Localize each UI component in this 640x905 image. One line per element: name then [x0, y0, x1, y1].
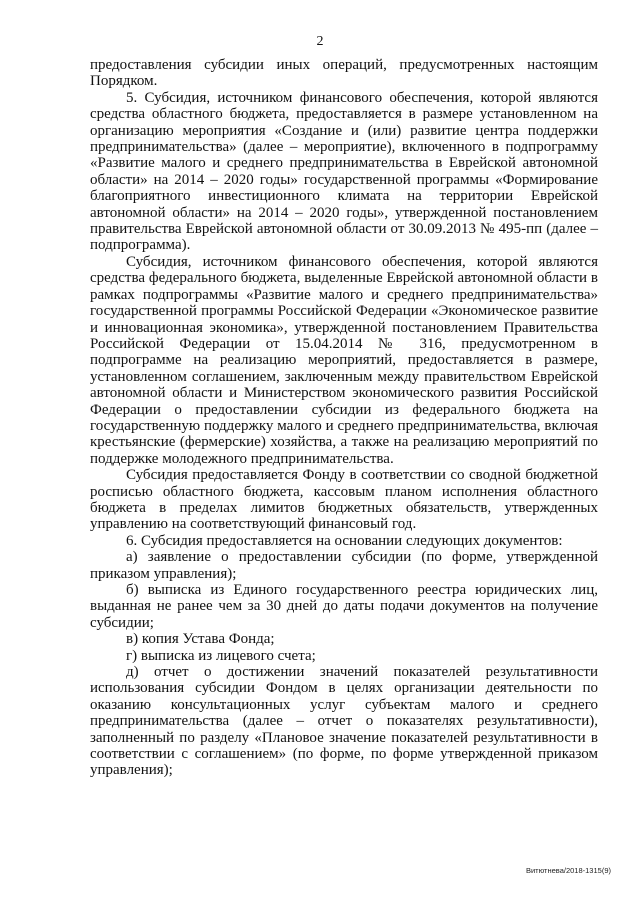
paragraph: а) заявление о предоставлении субсидии (по форме, утвержденной приказом управления);	[90, 549, 598, 582]
paragraph: 5. Субсидия, источником финансового обеспечения, которой являются средства областного бюджета, предоставляется в размере установленном на организацию мероприятия «Создание и (или) развитие центра поддержки предпринимательства» (далее – мероприятие), включенного в подпрограмму «Развитие малого и среднего предпринимательства в Еврейской автономной области» на 2014 – 2020 годы» государственной программы «Формирование благоприятного инвестиционного климата на территории Еврейской автономной области» на 2014 – 2020 годы», утвержденной постановлением правительства Еврейской автономной области от 30.09.2013 № 495-пп (далее – подпрограмма).	[90, 89, 598, 254]
paragraph: б) выписка из Единого государственного реестра юридических лиц, выданная не ранее чем за 30 дней до даты подачи документов на получение субсидии;	[90, 582, 598, 631]
paragraph: 6. Субсидия предоставляется на основании следующих документов:	[126, 532, 563, 549]
paragraph: г) выписка из лицевого счета;	[126, 647, 316, 664]
footer-signature: Витютнева/2018-1315(9)	[525, 866, 611, 875]
page-number: 2	[316, 34, 324, 49]
paragraph: предоставления субсидии иных операций, предусмотренных настоящим Порядком.	[90, 57, 598, 90]
body-text	[90, 57, 598, 779]
paragraph: Субсидия, источником финансового обеспечения, которой являются средства федерального бюджета, выделенные Еврейской автономной области в рамках подпрограммы «Развитие малого и среднего предпринимательства» государственной программы Российской Федерации «Экономическое развитие и инновационная экономика», утвержденной постановлением Правительства Российской Федерации от 15.04.2014 № 316, предусмотренном в подпрограмме на реализацию мероприятий, предоставляется в размере, установленном соглашением, заключенным между правительством Еврейской автономной области и Министерством экономического развития Российской Федерации о предоставлении субсидии из федерального бюджета на государственную поддержку малого и среднего предпринимательства, включая крестьянские (фермерские) хозяйства, а также на реализацию мероприятий по поддержке молодежного предпринимательства.	[90, 253, 598, 467]
paragraph: Субсидия предоставляется Фонду в соответствии со сводной бюджетной росписью областного бюджета, кассовым планом исполнения областного бюджета в пределах лимитов бюджетных обязательств, утвержденных управлению на соответствующий финансовый год.	[90, 467, 598, 533]
paragraph: в) копия Устава Фонда;	[126, 631, 275, 648]
paragraph: д) отчет о достижении значений показателей результативности использования субсидии Фондом в целях организации деятельности по оказанию консультационных услуг субъектам малого и среднего предпринимательства (далее – отчет о показателях результативности), заполненный по разделу «Плановое значение показателей результативности в соответствии с соглашением» (по форме, по форме утвержденной приказом управления);	[90, 664, 598, 779]
